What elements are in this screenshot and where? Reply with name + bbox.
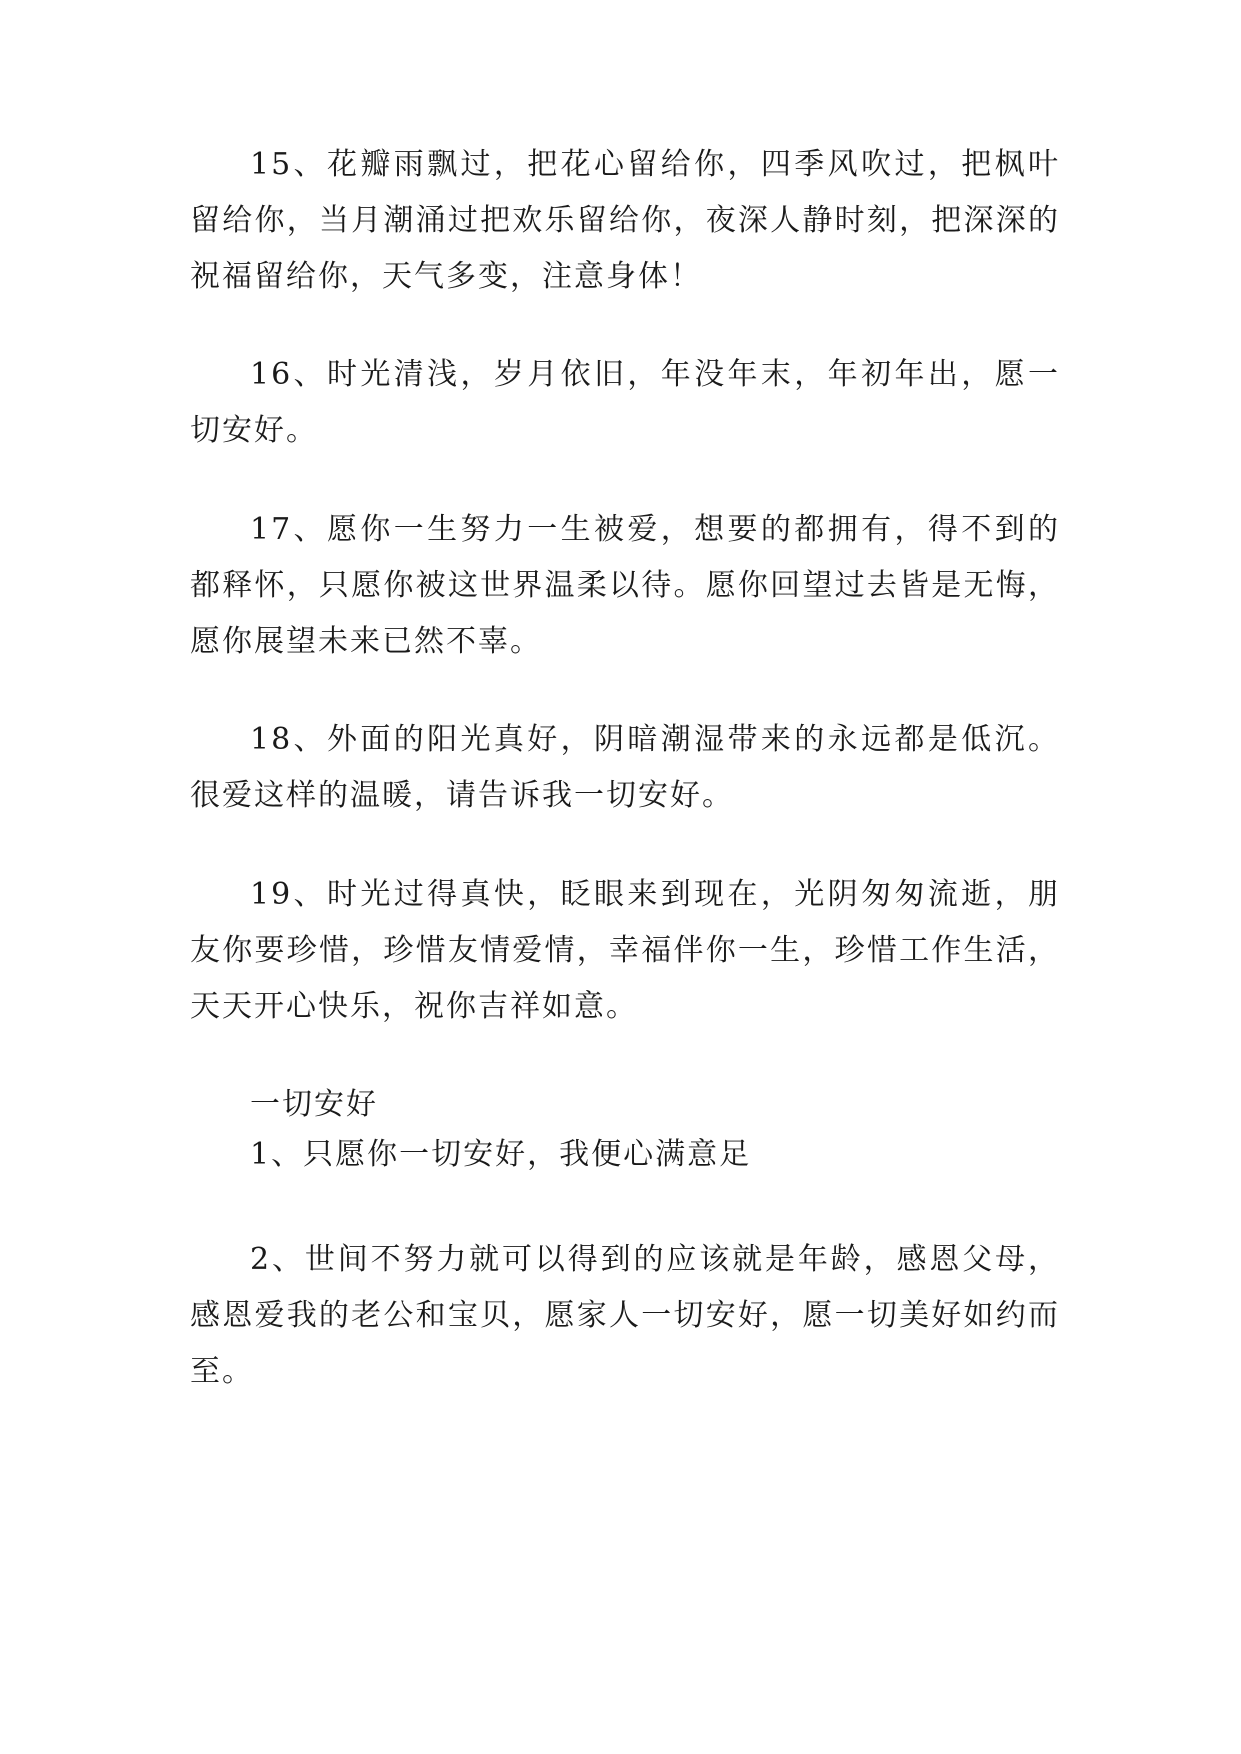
paragraph-19: 19、时光过得真快，眨眼来到现在，光阴匆匆流逝，朋友你要珍惜，珍惜友情爱情，幸福伴你一生，珍惜工作生活，天天开心快乐，祝你吉祥如意。 bbox=[190, 877, 1060, 1024]
paragraph-15: 15、花瓣雨飘过，把花心留给你，四季风吹过，把枫叶留给你，当月潮涌过把欢乐留给你，夜深人静时刻，把深深的祝福留给你，天气多变，注意身体！ bbox=[190, 147, 1060, 294]
section-item-2: 2、世间不努力就可以得到的应该就是年龄，感恩父母，感恩爱我的老公和宝贝，愿家人一切安好，愿一切美好如约而至。 bbox=[190, 1242, 1060, 1389]
paragraph-17: 17、愿你一生努力一生被爱，想要的都拥有，得不到的都释怀，只愿你被这世界温柔以待。愿你回望过去皆是无悔，愿你展望未来已然不辜。 bbox=[190, 512, 1060, 659]
section-item-1: 1、只愿你一切安好，我便心满意足 bbox=[250, 1137, 752, 1172]
paragraph-16: 16、时光清浅，岁月依旧，年没年末，年初年出，愿一切安好。 bbox=[190, 357, 1060, 448]
section-title: 一切安好 bbox=[250, 1087, 378, 1122]
paragraph-18: 18、外面的阳光真好，阴暗潮湿带来的永远都是低沉。很爱这样的温暖，请告诉我一切安好。 bbox=[190, 722, 1060, 813]
